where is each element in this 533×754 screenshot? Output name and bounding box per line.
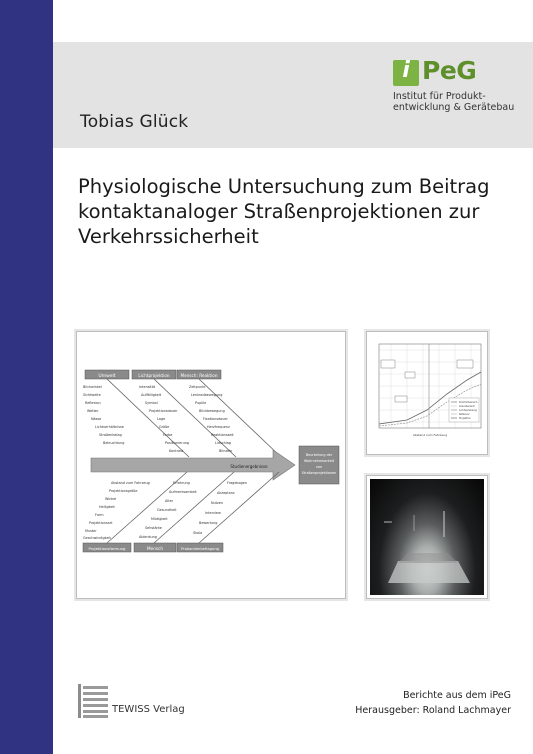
cause-label: Lage	[157, 417, 166, 421]
causes-bottom	[83, 481, 247, 540]
cause-label: Intensität	[139, 385, 156, 389]
publisher-name: TEWISS Verlag	[112, 704, 185, 715]
title-line: Verkehrssicherheit	[78, 225, 259, 248]
title-line: Physiologische Untersuchung zum Beitrag	[78, 175, 490, 198]
cause-label: Größe	[159, 425, 170, 429]
category-bottom-2: Mensch	[147, 546, 163, 551]
cause-label: Aufmerksamkeit	[169, 490, 197, 494]
category-top-3: Mensch: Reaktion	[180, 373, 218, 378]
fishbone-diagram	[77, 332, 345, 598]
graph-panel	[366, 331, 488, 455]
cause-label: Winkel	[105, 497, 117, 501]
cause-label: Lidschlag	[215, 441, 231, 445]
category-bottom-1: Projektionsformung	[88, 546, 126, 551]
causes-top	[83, 385, 234, 453]
cause-label: Abstand zum Fahrzeug	[111, 481, 150, 485]
cause-label: Farbe	[163, 433, 173, 437]
cause-label: Reaktionszeit	[211, 433, 234, 437]
cause-label: Interview	[205, 511, 221, 515]
ipeg-logo-icon	[393, 60, 419, 86]
cause-label: Nässe	[91, 417, 102, 421]
cause-label: Alter	[165, 499, 174, 503]
cause-label: Form	[95, 513, 104, 517]
cause-label: Zeitpunkt	[189, 385, 206, 389]
cause-label: Bewertung	[199, 521, 218, 525]
cause-label: Blickbewegung	[199, 409, 225, 413]
cause-label: Skala	[193, 531, 203, 535]
logo-mark-letter: i	[402, 58, 410, 83]
cause-label: Sichtweite	[83, 393, 101, 397]
cause-label: Muster	[85, 529, 97, 533]
category-top-2: Lichtprojektion	[138, 373, 170, 378]
cause-label: Gesundheit	[157, 508, 177, 512]
series-name: Berichte aus dem iPeG	[403, 690, 511, 701]
cause-label: Projektionsart	[89, 521, 113, 525]
cause-label: Nutzen	[211, 501, 224, 505]
cause-label: Projektionsgröße	[109, 489, 138, 493]
cover-spine	[0, 0, 53, 754]
night-road-photo-panel	[366, 475, 488, 599]
category-bottom-3: Probandenbefragung	[181, 547, 219, 551]
road-light-projection	[370, 479, 484, 595]
series-editor: Herausgeber: Roland Lachmayer	[355, 705, 511, 716]
cause-label: Reflexion	[85, 401, 101, 405]
category-top-1: Umwelt	[98, 374, 116, 379]
legend-item: Referenz	[459, 413, 470, 416]
cause-label: Geschwindigkeit	[83, 536, 111, 540]
effect-line: Beurteilung der	[305, 453, 333, 457]
cause-label: Erfahrung	[173, 481, 190, 485]
logo-subtitle-line: Institut für Produkt-	[393, 91, 486, 102]
legend-item: Lichtverteilung	[459, 409, 477, 412]
cause-label: Blinzeln	[219, 449, 233, 453]
night-road-photo	[370, 479, 484, 595]
cause-label: Müdigkeit	[151, 517, 168, 521]
author-name: Tobias Glück	[80, 112, 189, 132]
cause-label: Fixationsdauer	[203, 417, 228, 421]
logo-subtitle	[393, 91, 514, 113]
cause-label: Lichtverhältnisse	[95, 425, 124, 429]
legend-item: Projektion	[459, 417, 471, 420]
cause-label: Straßenbelag	[99, 433, 122, 437]
cause-label: Auffälligkeit	[141, 393, 162, 397]
cause-label: Lenkradbewegung	[191, 393, 223, 397]
logo-subtitle-line: entwicklung & Gerätebau	[393, 102, 515, 113]
graph-x-label: Abstand zum Fahrzeug	[412, 433, 448, 437]
series-info	[355, 688, 511, 718]
title-line: kontaktanaloger Straßenprojektionen zur	[78, 200, 480, 223]
cause-label: Sehstärke	[145, 526, 162, 530]
ipeg-logo	[393, 56, 523, 130]
book-title	[78, 174, 518, 249]
legend-item: Grenzbereich	[459, 405, 475, 408]
cause-label: Symbol	[145, 401, 158, 405]
cause-label: Kontrast	[169, 449, 184, 453]
publisher-block	[78, 684, 198, 720]
effect-line: von	[315, 465, 323, 469]
cause-label: Akzeptanz	[217, 491, 235, 495]
cause-label: Blickwinkel	[83, 385, 102, 389]
cause-label: Ablenkung	[139, 535, 157, 539]
fishbone-diagram-panel	[76, 331, 346, 599]
cause-label: Beleuchtung	[103, 441, 125, 445]
legend-item: Komfortbereich	[459, 401, 478, 404]
cause-label: Fragebogen	[227, 481, 248, 485]
line-graph	[367, 332, 487, 454]
effect-line: Straßenprojektionen	[301, 471, 337, 475]
effect-line: Wahrnehmbarkeit	[303, 459, 335, 463]
tewiss-logo-icon	[78, 684, 108, 718]
cause-label: Helligkeit	[99, 505, 115, 509]
cause-label: Positionierung	[165, 441, 190, 445]
cause-label: Projektionsdauer	[149, 409, 178, 413]
cause-label: Herzfrequenz	[207, 425, 230, 429]
cause-label: Wetter	[87, 409, 99, 413]
cause-label: Pupille	[195, 401, 207, 405]
logo-text: PeG	[422, 56, 477, 85]
spine-label: Studienergebnisse	[230, 464, 268, 469]
